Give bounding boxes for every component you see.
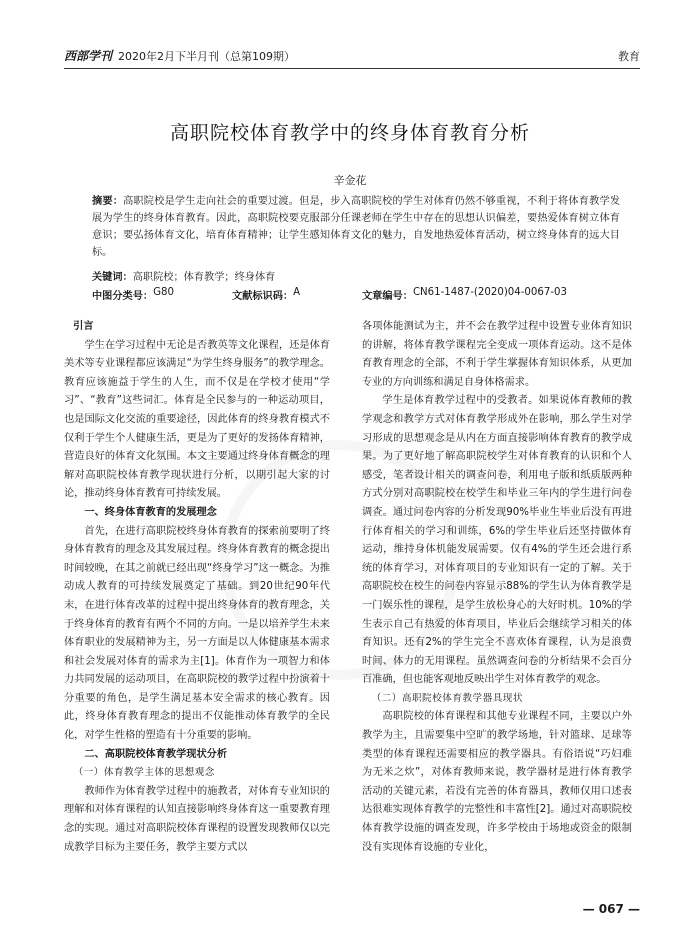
issue-info: 2020年2月下半月刊（总第109期）	[118, 50, 296, 63]
intro-heading: 引言	[73, 321, 94, 332]
body-paragraph: 学生在学习过程中无论是否教英等文化课程，还是体育美术等专业课程都应该满足“为学生终身服务”的教学理念。教育应该施益于学生的人生，而不仅是在学校才使用“学习”、“教育”这些词汇。体育是全民参与的一种运动项目，也是国际文化交流的重要途径，因此体育的终身教育模式不仅利于学生个人健康生活，更是为了更好的发扬体育精神，营造良好的体育文化氛围。本文主要通过终身体育概念的理解对高职院校体育教学现状进行分析，以期引起大家的讨论，推动终身体育教育可持续发展。	[64, 339, 330, 500]
body-paragraph: 学生是体育教学过程中的受教者。如果说体育教师的教学观念和教学方式对体育教学形成外在影响，那么学生对学习形成的思想观念是从内在方面直接影响体育教育的教学成果。为了更好地了解高职院校学生对体育教育的认识和个人感受，笔者设计相关的调查问卷，利用电子版和纸质版两种方式分别对高职院校在校学生和毕业三年内的学生进行问卷调查。通过问卷内容的分析发现90%毕业生毕业后没有再进行体育相关的学习和训练，6%的学生毕业后还坚持做体育运动，维持身体机能发展需要。仅有4%的学生还会进行系统的体育学习，对体育项目的专业知识有一定的了解。关于高职院校在校生的问卷内容显示88%的学生认为体育教学是一门娱乐性的课程，是学生放松身心的大好时机。10%的学生表示自己有热爱的体育项目，毕业后会继续学习相关的体育知识。还有2%的学生完全不喜欢体育课程，认为是浪费时间、体力的无用课程。虽然调查问卷的分析结果不会百分百准确，但也能客观地反映出学生对体育教学的观念。	[362, 395, 632, 686]
abstract-label: 摘要：	[92, 196, 124, 207]
section-heading: 一、终身体育教育的发展理念	[84, 506, 217, 518]
section-heading: 二、高职院校体育教学现状分析	[84, 748, 228, 760]
keywords-label: 关键词：	[92, 272, 133, 283]
clc-value: G80	[153, 287, 174, 298]
left-column	[64, 318, 330, 857]
article-number-value: CN61-1487-(2020)04-0067-03	[412, 287, 567, 298]
keywords-text: 高职院校；体育教学；终身体育	[132, 272, 276, 283]
keywords	[92, 268, 275, 283]
body-paragraph: 各项体能测试为主，并不会在教学过程中设置专业体育知识的讲解，将体育教学课程完全变成一项体育运动。这不是体育教育理念的全部，不利于学生掌握体育知识体系，从更加专业的方向训练和满足自身体格需求。	[362, 321, 632, 388]
abstract-text: 高职院校是学生走向社会的重要过渡。但是，步入高职院校的学生对体育仍然不够重视，不利于将体育教学发展为学生的终身体育教育。因此，高职院校要克服部分任课老师在学生中存在的思想认识偏差，要热爱体育树立体育意识；要弘扬体育文化，培育体育精神；让学生感知体育文化的魅力，自发地热爱体育活动，树立终身体育的远大目标。	[92, 196, 621, 258]
article-title: 高职院校体育教学中的终身体育教育分析	[169, 122, 530, 144]
section-label: 教育	[618, 50, 640, 63]
header-rule	[64, 68, 640, 69]
doc-code-value: A	[293, 287, 301, 298]
right-column	[362, 318, 632, 857]
body-paragraph: 首先，在进行高职院校终身体育教育的探索前要明了终身体育教育的理念及其发展过程。终身体育教育的概念提出时间较晚，在其之前就已经出现“终身学习”这一概念。为推动成人教育的可持续发展奠定了基础。到20世纪90年代末，在进行体育改革的过程中提出终身体育的教育理念，关于终身体育的教育有两个不同的方向。一是以培养学生未来体育职业的发展精神为主，另一方面是以人体健康基本需求和社会发展对体育的需求为主[1]。体育作为一项智力和体力共同发展的运动项目，在高职院校的教学过程中扮演着十分重要的角色，是学生满足基本安全需求的核心教育。因此，终身体育教育理念的提出不仅能推动体育教学的全民化，对学生性格的塑造有十分重要的影响。	[64, 525, 330, 742]
abstract	[92, 193, 620, 261]
page-number: — 067 —	[582, 902, 640, 916]
subsection-heading: （一）体育教学主体的思想观念	[73, 767, 215, 779]
body-paragraph: 教师作为体育教学过程中的施教者，对体育专业知识的理解和对体育课程的认知直接影响终身体育这一重要教育理念的实现。通过对高职院校体育课程的设置发现教师仅以完成教学目标为主要任务，教学主要方式以	[64, 785, 330, 853]
clc-label: 中图分类号：	[92, 291, 154, 302]
article-number-label: 文章编号：	[362, 291, 413, 302]
journal-logo: 西部学刊	[64, 49, 113, 63]
body-paragraph: 高职院校的体育课程和其他专业课程不同，主要以户外教学为主，且需要集中空旷的教学场地，针对篮球、足球等类型的体育课程还需要相应的教学器具。有俗语说“巧妇难为无米之炊”，对体育教师来说，教学器材是进行体育教学活动的关键元素，若没有完善的体育器具，教师仅用口述表达很难实现体育教学的完整性和丰富性[2]。通过对高职院校体育教学设施的调查发现，许多学校由于场地或资金的限制没有实现体育设施的专业化，	[362, 711, 632, 853]
subsection-heading: （二）高职院校体育教学器具现状	[371, 692, 523, 704]
author-name: 辛金花	[333, 174, 367, 187]
doc-code-label: 文献标识码：	[232, 291, 294, 302]
running-header	[64, 44, 640, 64]
